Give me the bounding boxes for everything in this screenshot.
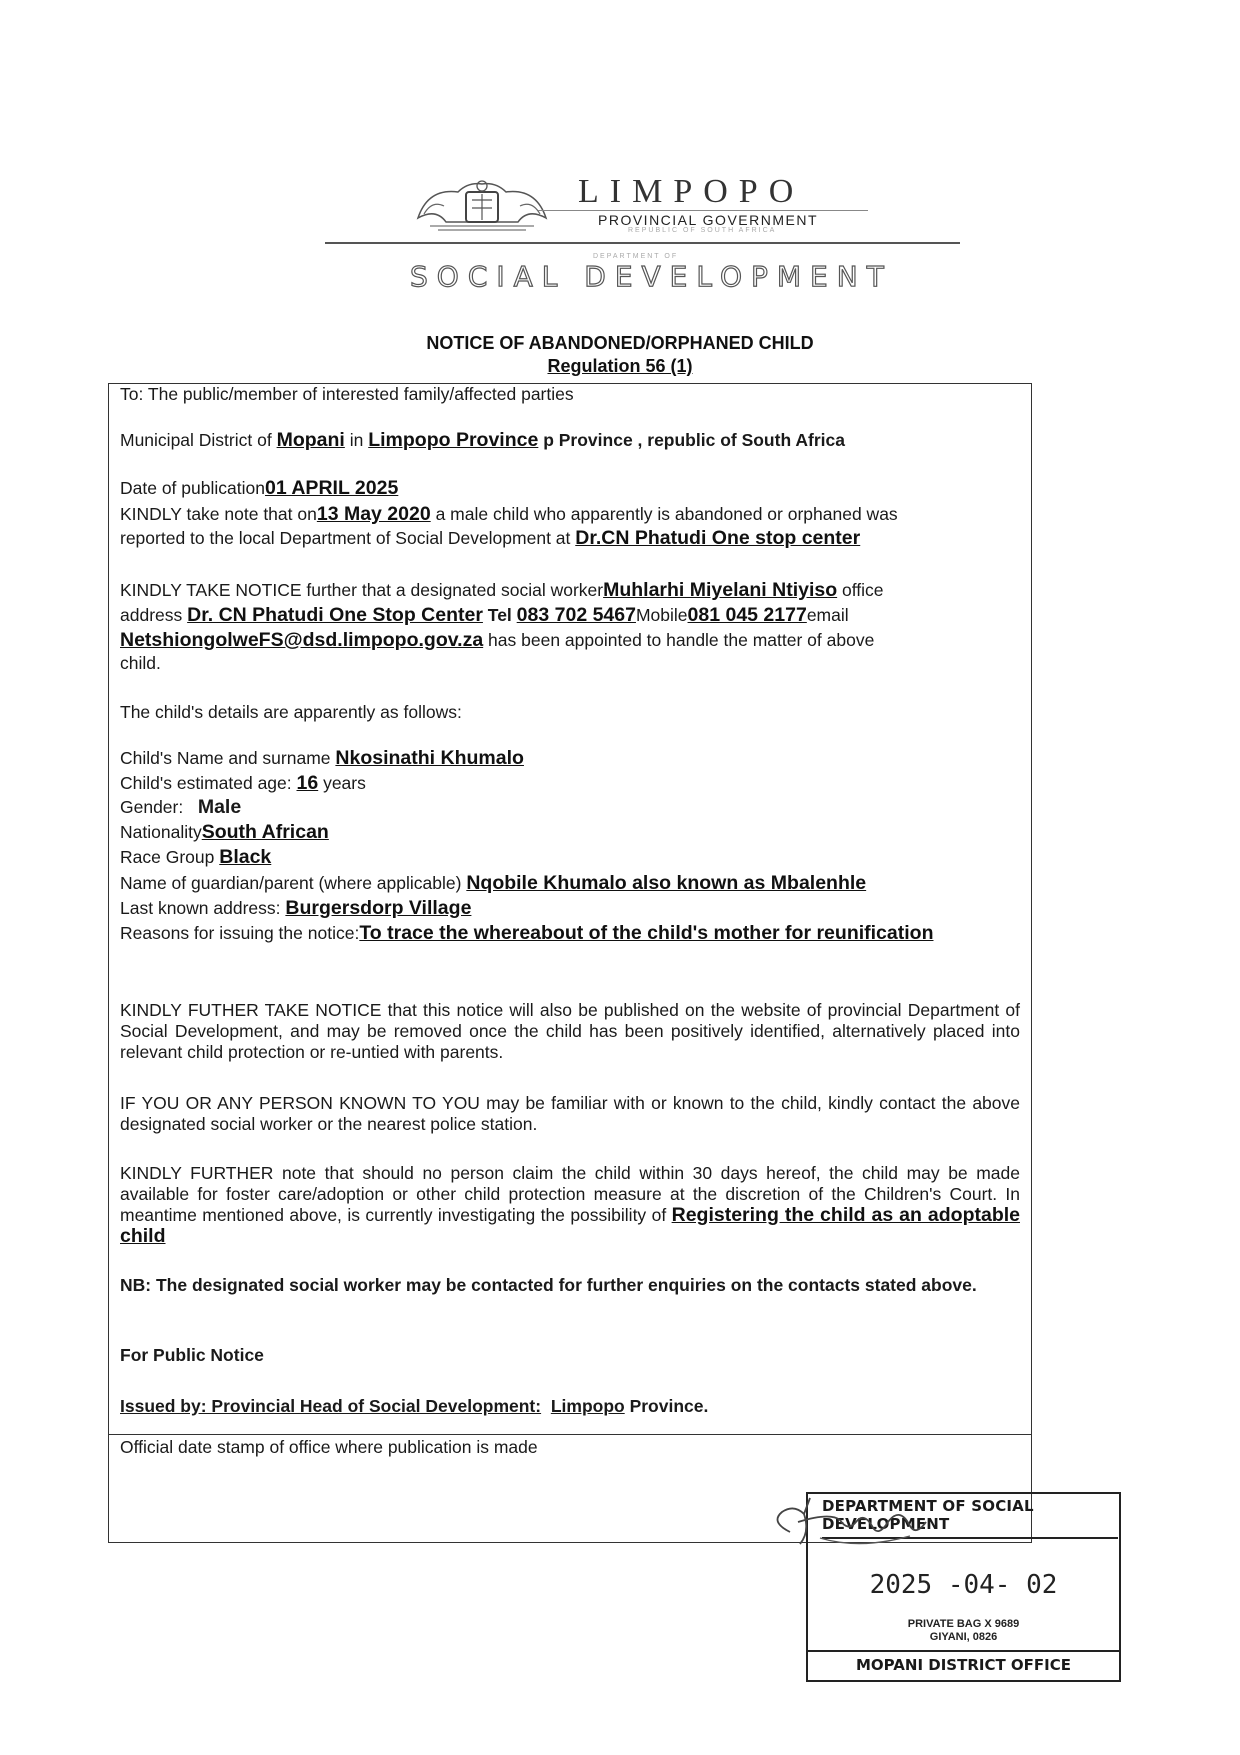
race-value: Black — [219, 846, 272, 868]
department-title: SOCIAL DEVELOPMENT — [410, 260, 893, 293]
reasons-line: Reasons for issuing the notice:To trace the whereabout of the child's mother for reunification — [120, 922, 934, 944]
department-small-text: DEPARTMENT OF — [593, 253, 679, 260]
republic-text: REPUBLIC OF SOUTH AFRICA — [628, 227, 777, 234]
header-divider — [325, 242, 960, 244]
stamp-address: PRIVATE BAG X 9689 GIYANI, 0826 — [907, 1618, 1020, 1643]
guardian-value: Nqobile Khumalo also known as Mbalenhle — [466, 872, 867, 894]
issued-province: Limpopo — [550, 1396, 625, 1416]
child-name-line: Child's Name and surname Nkosinathi Khumalo — [120, 747, 524, 769]
coat-of-arms-icon — [408, 178, 556, 236]
stamp-date: 2025 -04- 02 — [869, 1570, 1058, 1600]
familiar-paragraph: IF YOU OR ANY PERSON KNOWN TO YOU may be familiar with or known to the child, kindly contact the above designated social worker or the nearest police station. — [120, 1093, 1020, 1134]
guardian-line: Name of guardian/parent (where applicable) Nqobile Khumalo also known as Mbalenhle — [120, 872, 867, 894]
to-line: To: The public/member of interested family/affected parties — [120, 384, 574, 404]
address-known-line: Last known address: Burgersdorp Village — [120, 897, 472, 919]
website-paragraph: KINDLY FUTHER TAKE NOTICE that this notice will also be published on the website of provincial Department of Social Development, and may be removed once the child has been positively identified, alternatively placed into relevant child protection or re-untied with parents. — [120, 1000, 1020, 1062]
district-line: Municipal District of Mopani in Limpopo Province p Province , republic of South Africa — [120, 429, 845, 451]
age-line: Child's estimated age: 16 years — [120, 772, 366, 794]
report-date: 13 May 2020 — [316, 503, 431, 525]
gender-value: Male — [197, 796, 242, 818]
worker-name: Muhlarhi Miyelani Ntiyiso — [603, 579, 838, 601]
regulation-title: Regulation 56 (1) — [547, 356, 693, 376]
further-paragraph: KINDLY FURTHER note that should no person claim the child within 30 days hereof, the child may be made available for foster care/adoption or other child protection measure at the discretion of the Children's Court. In meantime mentioned above, is currently investigating the possibility of Registering the child as an adoptable child — [120, 1163, 1020, 1247]
nationality-line: NationalitySouth African — [120, 821, 329, 843]
address-line: address Dr. CN Phatudi One Stop Center Tel 083 702 5467Mobile081 045 2177email — [120, 604, 849, 626]
issued-by-line: Issued by: Provincial Head of Social Development: Limpopo Province. — [120, 1396, 709, 1416]
province-value: Limpopo Province — [368, 429, 539, 451]
email-line: NetshiongolweFS@dsd.limpopo.gov.za has been appointed to handle the matter of above — [120, 629, 875, 651]
stamp-office: MOPANI DISTRICT OFFICE — [806, 1650, 1121, 1674]
province-title: LIMPOPO — [578, 173, 805, 210]
details-intro: The child's details are apparently as follows: — [120, 702, 462, 722]
mobile-value: 081 045 2177 — [687, 604, 807, 626]
government-title: PROVINCIAL GOVERNMENT — [598, 212, 819, 228]
reported-at: Dr.CN Phatudi One stop center — [575, 527, 861, 549]
child-name-value: Nkosinathi Khumalo — [335, 747, 524, 769]
stamp-department: DEPARTMENT OF SOCIAL DEVELOPMENT — [822, 1497, 1118, 1539]
header-rule — [538, 210, 868, 211]
gender-line: Gender: Male — [120, 796, 242, 818]
box-divider — [108, 1434, 1032, 1435]
nationality-value: South African — [201, 821, 329, 843]
email-value: NetshiongolweFS@dsd.limpopo.gov.za — [120, 629, 484, 651]
age-value: 16 — [296, 772, 319, 794]
reported-line: reported to the local Department of Social Development at Dr.CN Phatudi One stop center — [120, 527, 861, 549]
kindly-line: KINDLY take note that on13 May 2020 a male child who apparently is abandoned or orphaned was — [120, 503, 898, 525]
district-value: Mopani — [276, 429, 345, 451]
address-known-value: Burgersdorp Village — [285, 897, 472, 919]
tel-value: 083 702 5467 — [516, 604, 636, 626]
stamp-instruction: Official date stamp of office where publication is made — [120, 1437, 538, 1457]
child-word: child. — [120, 653, 161, 673]
worker-line: KINDLY TAKE NOTICE further that a designated social workerMuhlarhi Miyelani Ntiyiso office — [120, 579, 884, 601]
investigation-value: Registering the child as an adoptable child — [120, 1204, 1020, 1247]
reasons-value: To trace the whereabout of the child's mother for reunification — [359, 922, 934, 944]
race-line: Race Group Black — [120, 846, 272, 868]
publication-date: 01 APRIL 2025 — [264, 477, 399, 499]
publication-line: Date of publication01 APRIL 2025 — [120, 477, 399, 499]
nb-text: NB: The designated social worker may be contacted for further enquiries on the contacts stated above. — [120, 1275, 977, 1295]
public-notice: For Public Notice — [120, 1345, 264, 1365]
office-address: Dr. CN Phatudi One Stop Center — [187, 604, 483, 626]
notice-title: NOTICE OF ABANDONED/ORPHANED CHILD — [426, 333, 814, 353]
handwritten-signature — [760, 1492, 940, 1562]
notice-box — [108, 383, 1032, 1543]
